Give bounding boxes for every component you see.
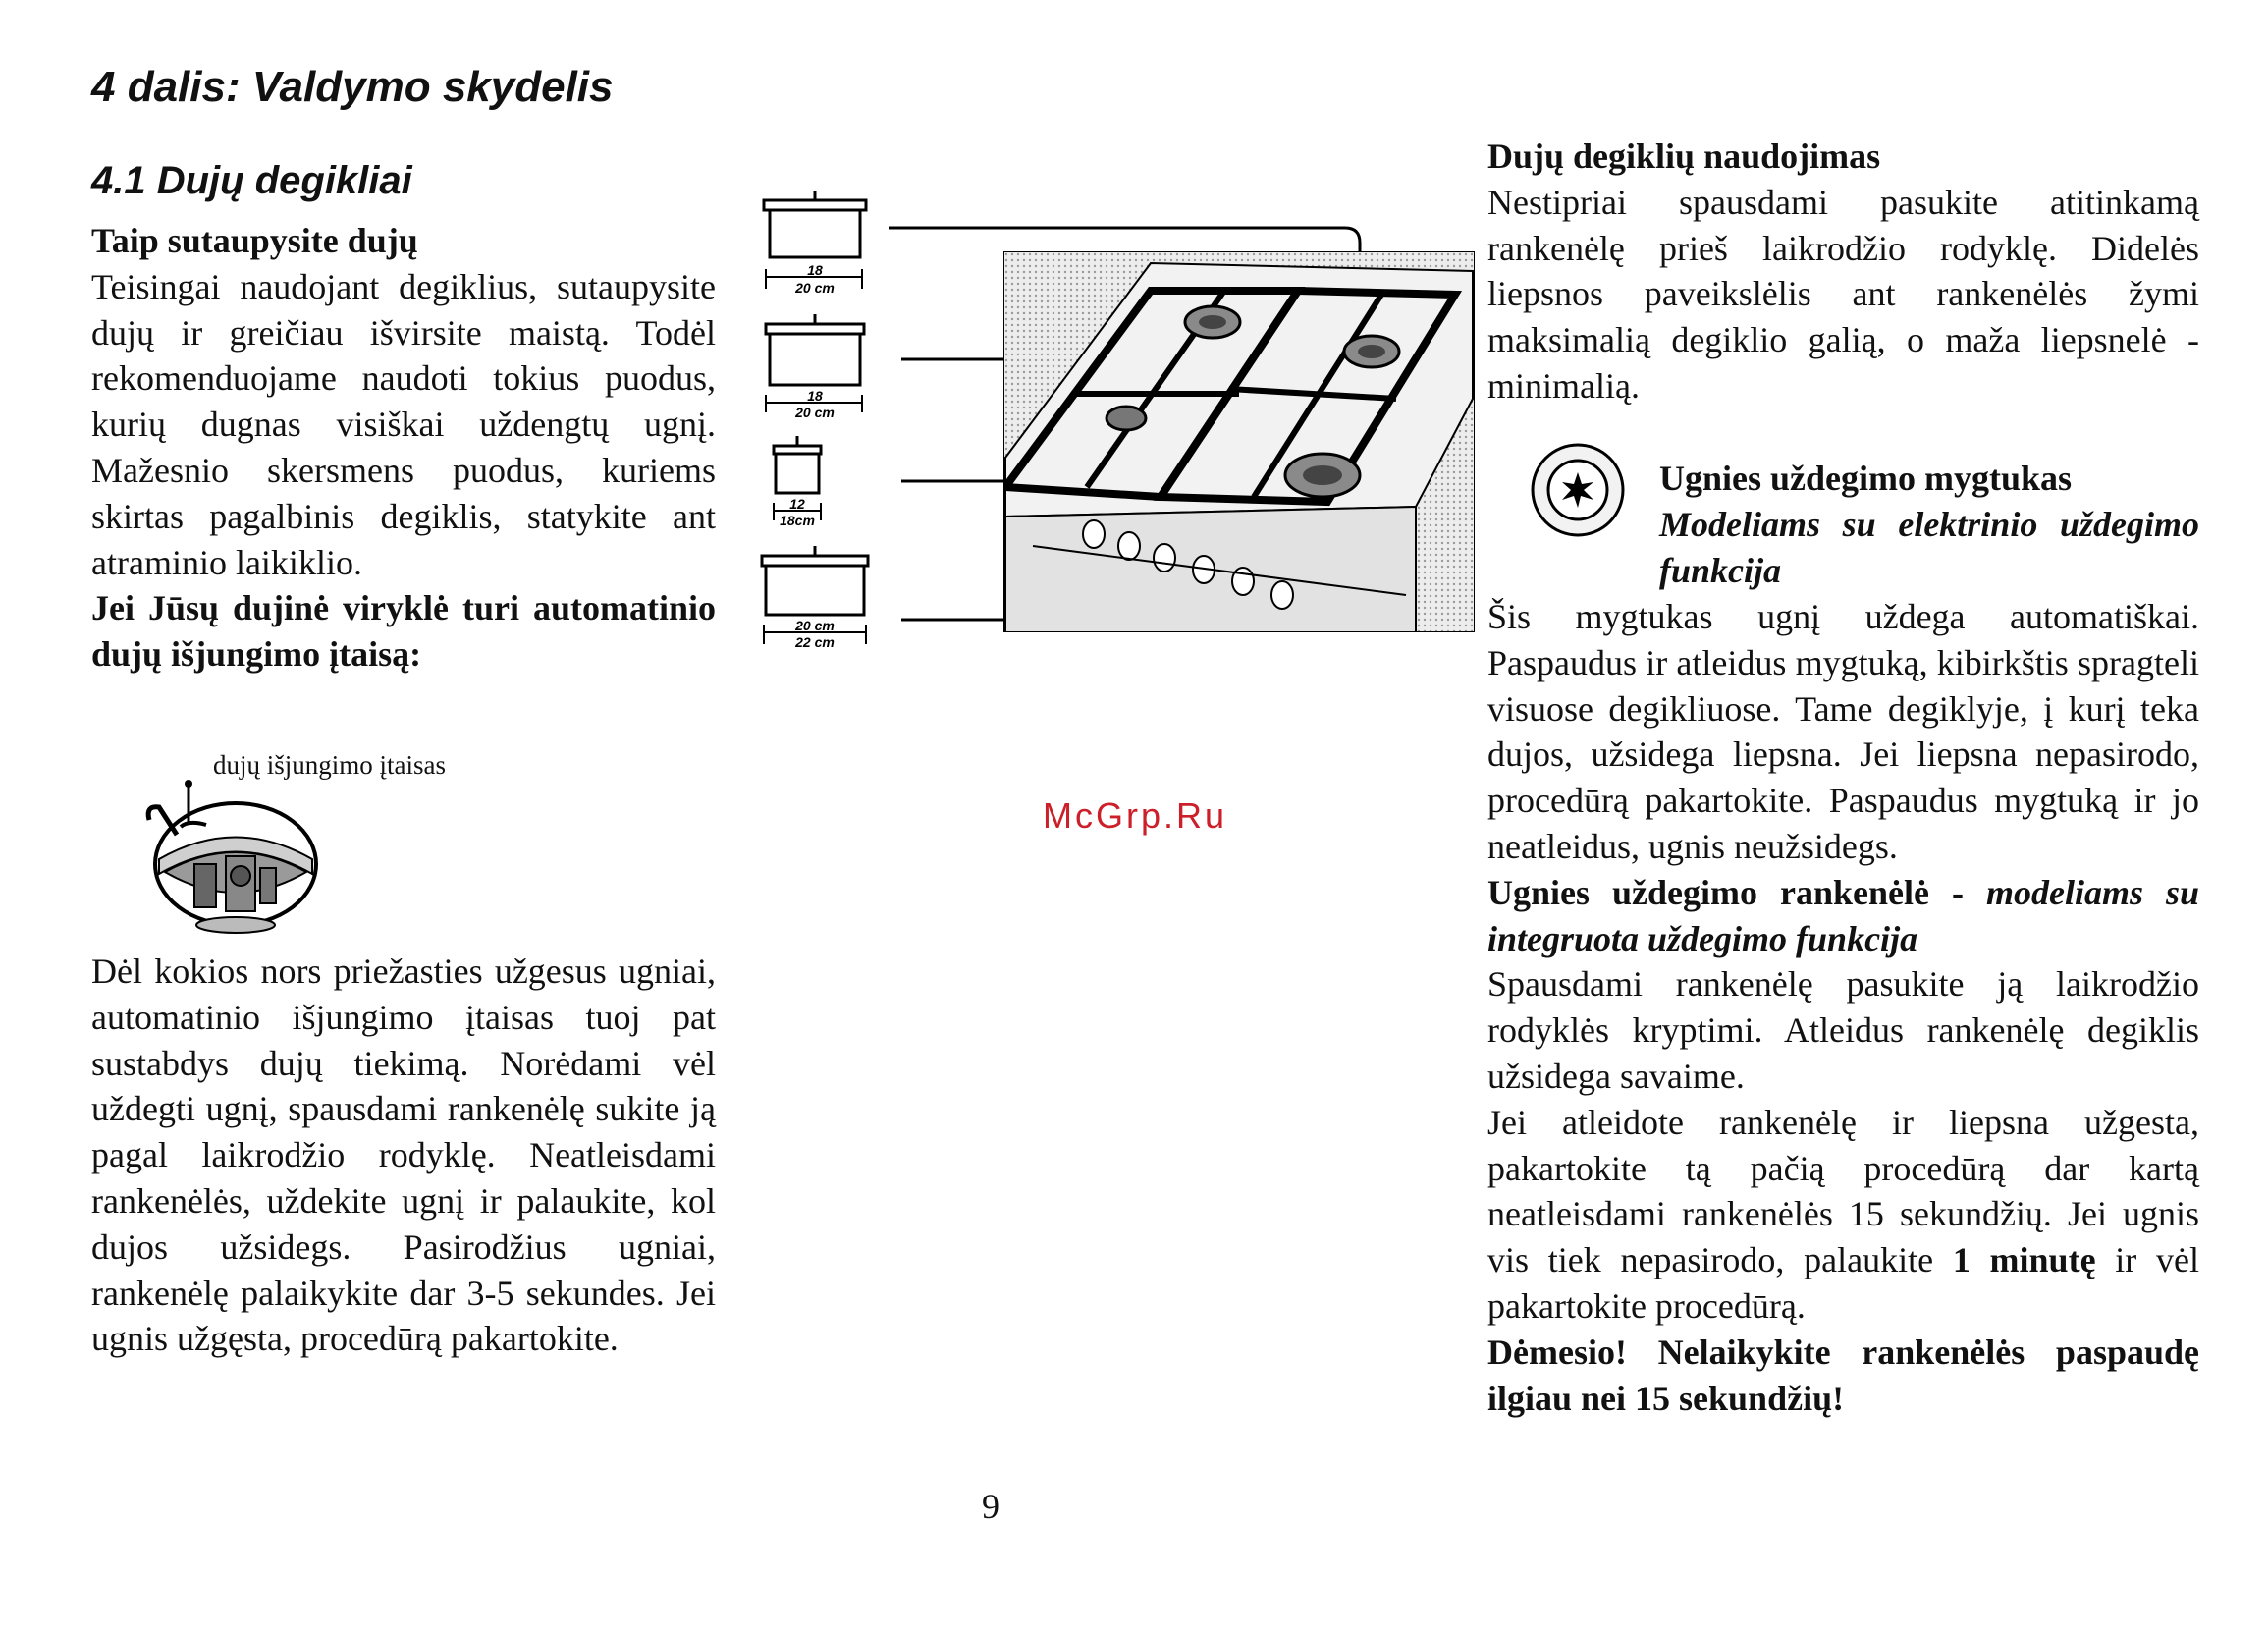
retry-text-b: ir vėl pakartokite procedūrą. <box>1487 1240 2199 1326</box>
ignition-button-block <box>1659 456 2199 593</box>
ignition-button-heading: Ugnies uždegimo mygtukas <box>1659 459 2073 498</box>
left-heading: Taip sutaupysite dujų <box>91 221 418 260</box>
left-paragraph-2: Dėl kokios nors priežasties užgesus ugniai, automatinio išjungimo įtaisas tuoj pat sustabdys dujų tiekimą. Norėdami vėl uždegti ugnį, spausdami rankenėlę sukite ją pagal laikrodžio rodyklę. Neatleisdami rankenėlės, uždekite ugnį ir palaukite, kol dujos užsidegs. Pasirodžius ugniai, rankenėlę palaikykite dar 3-5 sekundes. Jei ugnis užgęsta, procedūrą pakartokite. <box>91 952 716 1359</box>
figure-caption: dujų išjungimo įtaisas <box>213 750 447 780</box>
burner-usage-heading: Dujų degiklių naudojimas <box>1487 136 1881 176</box>
auto-shutoff-note: Jei Jūsų dujinė viryklė turi automatinio dujų išjungimo įtaisą: <box>91 588 716 675</box>
ignition-knob-heading-main: Ugnies uždegimo rankenėlė - <box>1487 872 1986 912</box>
pot-3-size-top: 12 <box>789 496 805 512</box>
left-column-bottom <box>91 949 716 1362</box>
subsection-title: 4.1 Dujų degikliai <box>91 159 412 202</box>
left-column-top <box>91 218 716 678</box>
ignition-button-paragraph: Šis mygtukas ugnį uždega automatiškai. Paspaudus ir atleidus mygtuką, kibirkštis spragteli visuose degikliuose. Tame degiklyje, į kurį teka dujos, užsidega liepsna. Jei liepsna nepasirodo, procedūrą pakartokite. Paspaudus mygtuką ir jo neatleidus, ugnis neužsidegs. <box>1487 597 2199 866</box>
pot-1-size-top: 18 <box>807 262 823 278</box>
section-title: 4 dalis: Valdymo skydelis <box>91 63 614 111</box>
retry-text-a: Jei atleidote rankenėlę ir liepsna užgesta, pakartokite tą pačią procedūrą dar kartą neatleisdami rankenėlės 15 sekundžių. Jei ugnis vis tiek nepasirodo, palaukite <box>1487 1102 2199 1280</box>
gas-shutoff-device-illustration <box>137 766 334 948</box>
retry-paragraph <box>1487 1100 2199 1330</box>
cooktop-illustration <box>1003 251 1475 632</box>
burner-usage-paragraph: Nestipriai spausdami pasukite atitinkamą rankenėlę prieš laikrodžio rodyklę. Didelės liepsnos paveikslėlis ant rankenėlės žymi maksimalią degiklio galią, o maža liepsnelė - minimalią. <box>1487 182 2199 406</box>
ignition-knob-heading <box>1487 870 2199 962</box>
pot-size-diagram <box>756 187 893 687</box>
ignition-button-subtitle: Modeliams su elektrinio uždegimo funkcija <box>1659 504 2199 590</box>
pot-2-size-top: 18 <box>807 388 823 404</box>
warning-paragraph: Dėmesio! Nelaikykite rankenėlės paspaudę ilgiau nei 15 sekundžių! <box>1487 1332 2199 1418</box>
left-paragraph-1: Teisingai naudojant degiklius, sutaupysite dujų ir greičiau išvirsite maistą. Todėl rekomenduojame naudoti tokius puodus, kurių dugnas visiškai uždengtų ugnį. Mažesnio skersmens puodus, kuriems skirtas pagalbinis degiklis, statykite ant atraminio laikiklio. <box>91 266 716 582</box>
pot-3-size-bottom: 18cm <box>780 513 815 528</box>
pot-small <box>774 436 821 528</box>
ignition-knob-paragraph: Spausdami rankenėlę pasukite ją laikrodžio rodyklės kryptimi. Atleidus rankenėlę degiklis užsidega savaime. <box>1487 964 2199 1096</box>
pot-4-size-bottom: 22 cm <box>795 634 835 650</box>
retry-text-bold: 1 minutę <box>1952 1240 2096 1280</box>
pot-extra-large <box>762 546 868 650</box>
spark-ignition-button-icon <box>1527 439 1629 541</box>
pot-large-1 <box>764 191 866 296</box>
right-column-top <box>1487 134 2199 409</box>
pot-4-size-top: 20 cm <box>795 618 835 633</box>
ignition-knob-heading-italic: modeliams su integruota uždegimo funkcija <box>1487 872 2199 958</box>
watermark: McGrp.Ru <box>1043 795 1228 836</box>
pot-large-2 <box>766 314 864 420</box>
pot-2-size-bottom: 20 cm <box>795 405 835 420</box>
pot-1-size-bottom: 20 cm <box>795 280 835 296</box>
page-number: 9 <box>982 1487 999 1526</box>
right-column-bottom <box>1487 594 2199 1421</box>
